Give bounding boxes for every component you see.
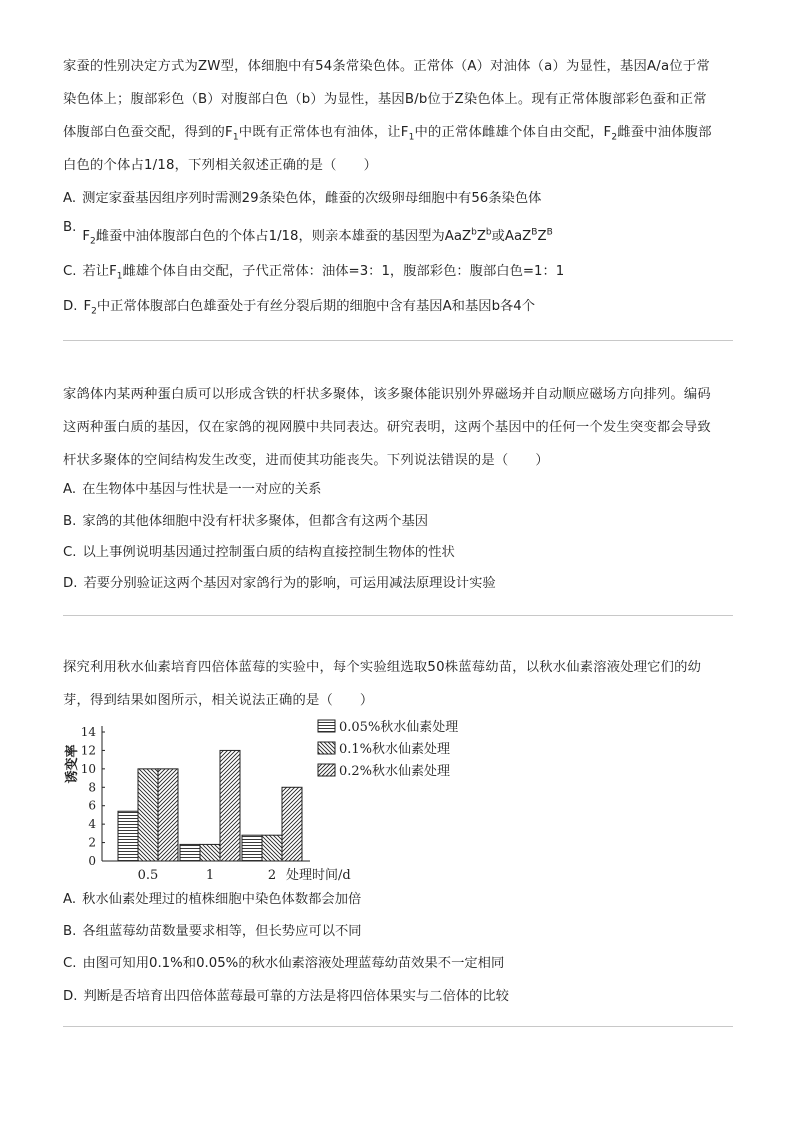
q3-stem-line-2: 芽，得到结果如图所示，相关说法正确的是（ ） [63,693,374,708]
q2-stem [63,378,731,477]
bar-chart [62,712,482,888]
bar [138,769,158,861]
q1-stem-line-2: 染色体上；腹部彩色（B）对腹部白色（b）为显性，基因B/b位于Z染色体上。现有正常体腹部彩色蚕和正常 [63,92,707,107]
q1-stem-line-1: 家蚕的性别决定方式为ZW型，体细胞中有54条常染色体。正常体（A）对油体（a）为显性，基因A/a位于常 [63,59,710,74]
y-tick-label: 8 [88,780,96,795]
x-tick-label: 2 [267,868,277,883]
q2-stem-line-2: 这两种蛋白质的基因，仅在家鸽的视网膜中共同表达。研究表明，这两个基因中的任何一个发生突变都会导致 [63,420,711,435]
bar [242,835,262,861]
bar [262,835,282,861]
y-axis-label: 诱变率 [65,744,80,784]
y-tick-label: 6 [88,798,96,813]
q2-option-a[interactable]: A. 在生物体中基因与性状是一一对应的关系 [63,482,322,497]
q2-option-b[interactable]: B. 家鸽的其他体细胞中没有杆状多聚体，但都含有这两个基因 [63,514,429,529]
divider [63,1026,733,1027]
q3-option-a[interactable]: A. 秋水仙素处理过的植株细胞中染色体数都会加倍 [63,892,362,907]
y-tick-label: 0 [88,854,96,868]
legend-swatch [318,720,335,732]
legend-label: 0.1%秋水仙素处理 [339,742,451,757]
y-tick-label: 2 [88,835,96,850]
legend-swatch [318,742,335,754]
q1-stem-line-4: 白色的个体占1/18，下列相关叙述正确的是（ ） [63,158,378,173]
bar [158,769,178,861]
legend-swatch [318,764,335,776]
q2-option-d[interactable]: D. 若要分别验证这两个基因对家鸽行为的影响，可运用减法原理设计实验 [63,576,496,591]
q2-stem-line-3: 杆状多聚体的空间结构发生改变，进而使其功能丧失。下列说法错误的是（ ） [63,453,549,468]
y-tick-label: 10 [80,761,96,776]
x-tick-label: 1 [205,868,215,883]
q2-option-c[interactable]: C. 以上事例说明基因通过控制蛋白质的结构直接控制生物体的性状 [63,545,455,560]
q1-option-a[interactable]: A. 测定家蚕基因组序列时需测29条染色体，雌蚕的次级卵母细胞中有56条染色体 [63,191,542,206]
q1-stem [63,50,731,182]
legend-label: 0.2%秋水仙素处理 [339,764,451,779]
bar [220,750,240,861]
q1-option-c[interactable]: C. 若让$F_1$雌雄个体自由交配，子代正常体：油体=3：1，腹部彩色：腹部白色=1：1 [63,264,565,282]
q1-option-d[interactable]: D. $F_2$中正常体腹部白色雄蚕处于有丝分裂后期的细胞中含有基因A和基因b各4个 [63,299,536,317]
bar [118,811,138,861]
legend-label: 0.05%秋水仙素处理 [339,720,459,735]
q3-stem-line-1: 探究利用秋水仙素培育四倍体蓝莓的实验中，每个实验组选取50株蓝莓幼苗，以秋水仙素溶液处理它们的幼 [63,660,702,675]
divider [63,615,733,616]
x-tick-label: 0.5 [137,868,159,883]
q3-option-d[interactable]: D. 判断是否培育出四倍体蓝莓最可靠的方法是将四倍体果实与二倍体的比较 [63,989,509,1004]
mutation-rate-chart [62,712,482,888]
q1-stem-line-3: 体腹部白色蚕交配，得到的$F_1$中既有正常体也有油体，让$F_1$中的正常体雌雄个体自由交配，$F_2$雌蚕中油体腹部 [63,125,712,143]
q2-stem-line-1: 家鸽体内某两种蛋白质可以形成含铁的杆状多聚体，该多聚体能识别外界磁场并自动顺应磁场方向排列。编码 [63,387,711,402]
q3-stem [63,651,731,717]
q3-option-c[interactable]: C. 由图可知用0.1%和0.05%的秋水仙素溶液处理蓝莓幼苗效果不一定相同 [63,956,505,971]
q3-option-b[interactable]: B. 各组蓝莓幼苗数量要求相等，但长势应可以不同 [63,924,362,939]
q1-option-b[interactable]: $B.F_2$雌蚕中油体腹部白色的个体占1/18，则亲本雄蚕的基因型为$AaZ^bZ^b$或$AaZ^BZ^B$ [63,220,553,247]
bar [200,844,220,861]
y-tick-label: 14 [80,725,96,739]
bar [282,787,302,861]
x-axis-label: 处理时间/d [286,868,351,883]
bar [180,844,200,861]
divider [63,340,733,341]
y-tick-label: 4 [88,817,96,832]
y-tick-label: 12 [80,743,96,758]
